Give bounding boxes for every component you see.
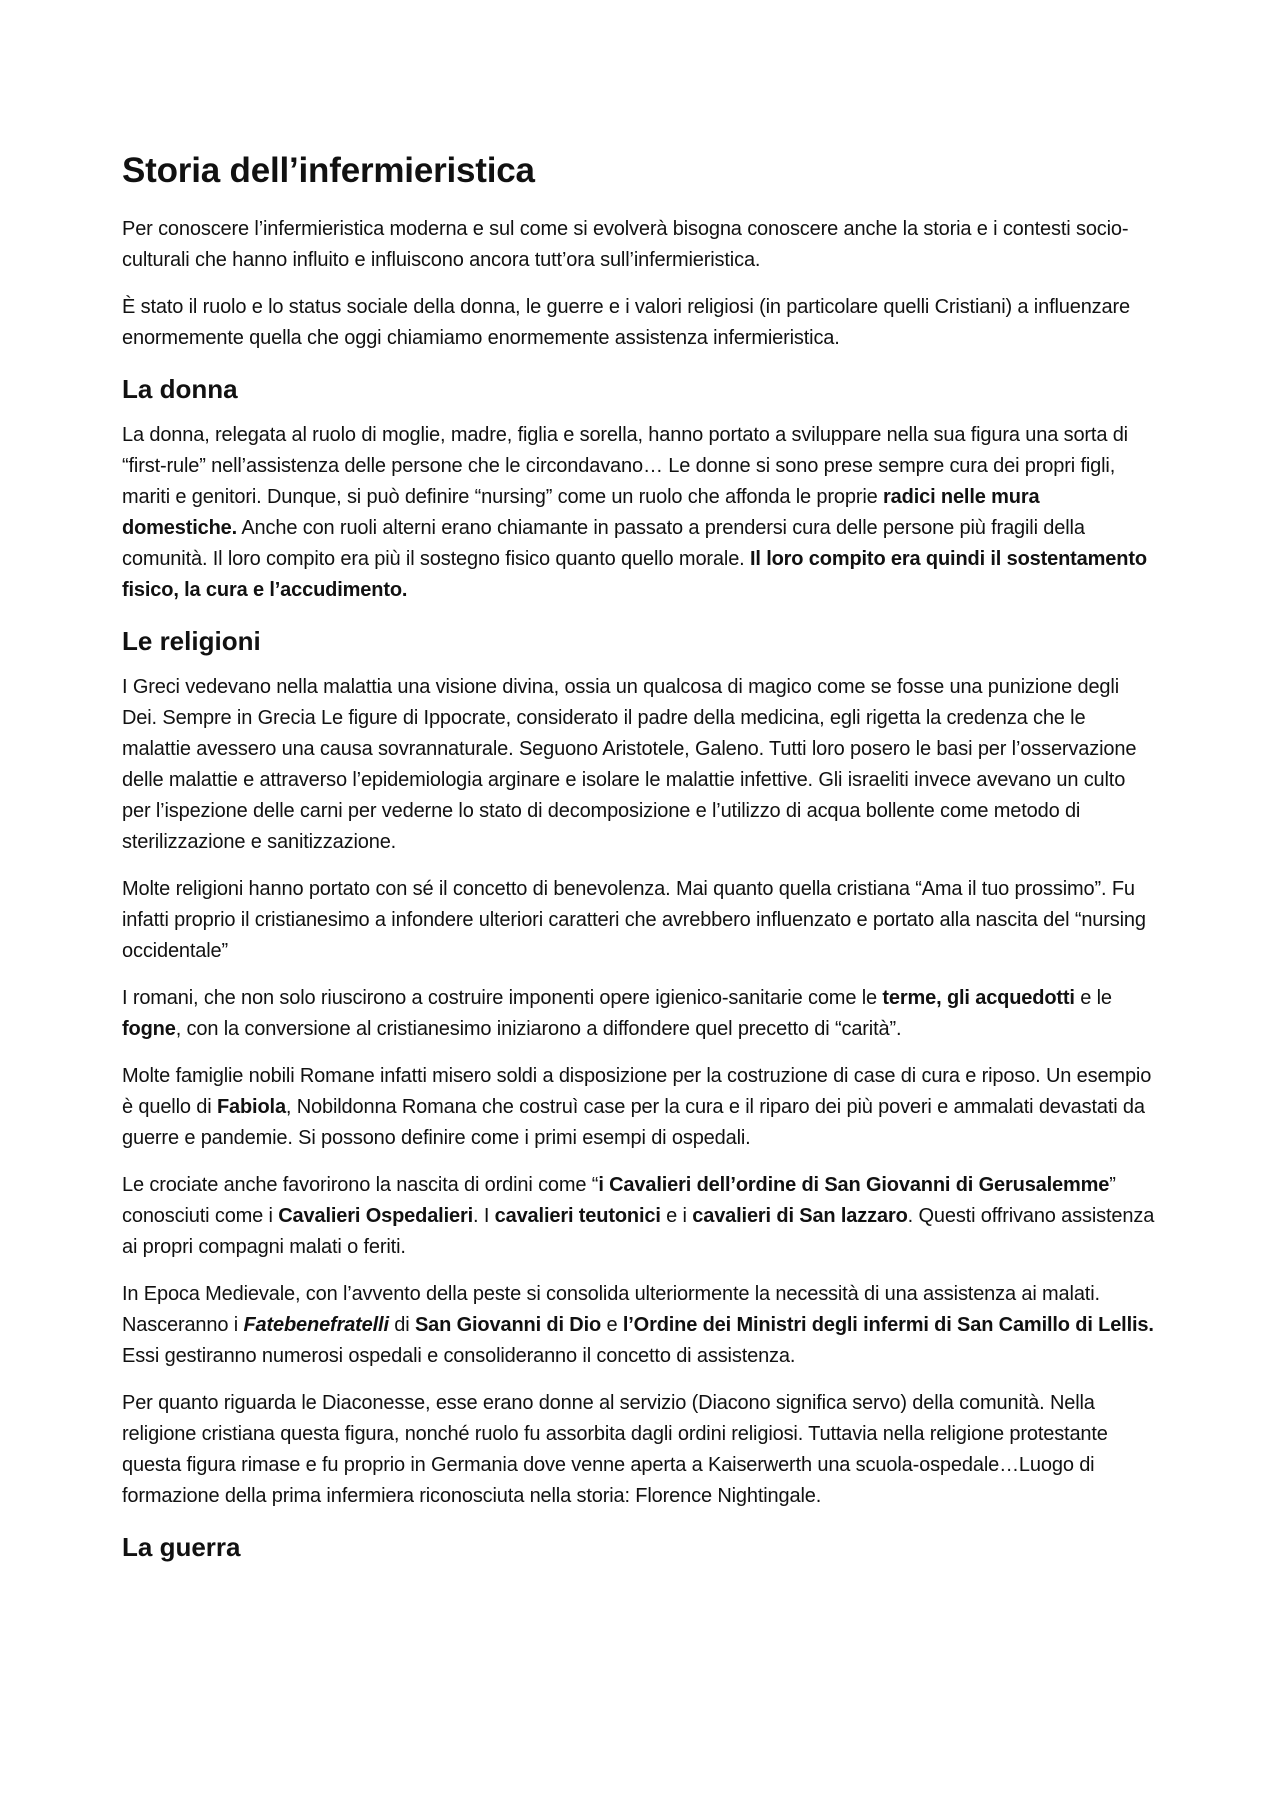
- donna-paragraph: [122, 420, 1158, 606]
- text-run: La donna, relegata al ruolo di moglie, madre, figlia e sorella, hanno portato a sviluppare nella sua figura una sorta di “first-rule” nell’assistenza delle persone che le circondavano… Le donne si sono prese sempre cura dei propri figli, mariti e genitori. Dunque, si può definire “nursing” come un ruolo che affonda le proprie: [122, 424, 1128, 509]
- text-run: Essi gestiranno numerosi ospedali e consolideranno il concetto di assistenza.: [122, 1345, 796, 1368]
- bold-run: i Cavalieri dell’ordine di San Giovanni di Gerusalemme: [598, 1174, 1110, 1197]
- text-run: . I: [473, 1205, 495, 1228]
- text-run: e i: [660, 1205, 693, 1228]
- text-run: . Questi offrivano assistenza ai propri compagni malati o feriti.: [122, 1205, 1155, 1259]
- text-run: In Epoca Medievale, con l’avvento della peste si consolida ulteriormente la necessità di una assistenza ai malati. Nasceranno i: [122, 1283, 1100, 1337]
- bold-run: cavalieri teutonici: [494, 1205, 661, 1228]
- italic-run: Fatebenefratelli: [243, 1314, 389, 1337]
- religioni-paragraph-4: [122, 1061, 1158, 1154]
- page-title: Storia dell’infermieristica: [122, 151, 535, 190]
- text-run: I romani, che non solo riuscirono a costruire imponenti opere igienico-sanitarie come le: [122, 987, 883, 1010]
- section-heading-donna: La donna: [122, 374, 238, 404]
- text-run: ” conosciuti come i: [122, 1174, 1116, 1228]
- religioni-paragraph-7: Per quanto riguarda le Diaconesse, esse erano donne al servizio (Diacono significa servo) della comunità. Nella religione cristiana questa figura, nonché ruolo fu assorbita dagli ordini religiosi. Tuttavia nella religione protestante questa figura rimase e fu proprio in Germania dove venne aperta a Kaiserwerth una scuola-ospedale…Luogo di formazione della prima infermiera riconosciuta nella storia: Florence Nightingale.: [122, 1392, 1108, 1508]
- text-run: Le crociate anche favorirono la nascita di ordini come “: [122, 1174, 599, 1197]
- text-run: , con la conversione al cristianesimo iniziarono a diffondere quel precetto di “carità”.: [175, 1018, 902, 1041]
- religioni-paragraph-2: Molte religioni hanno portato con sé il concetto di benevolenza. Mai quanto quella cristiana “Ama il tuo prossimo”. Fu infatti proprio il cristianesimo a infondere ulteriori caratteri che avrebbero influenzato e portato alla nascita del “nursing occidentale”: [122, 878, 1146, 963]
- bold-run: Il loro compito era quindi il sostentamento fisico, la cura e l’accudimento.: [122, 548, 1147, 602]
- bold-run: San Giovanni di Dio: [414, 1314, 602, 1337]
- section-heading-guerra: La guerra: [122, 1532, 241, 1563]
- section-heading-religioni: Le religioni: [122, 626, 261, 657]
- text-run: Molte famiglie nobili Romane infatti misero soldi a disposizione per la costruzione di case di cura e riposo. Un esempio è quello di: [122, 1065, 1152, 1119]
- religioni-paragraph-6: [122, 1279, 1158, 1372]
- bold-run: l’Ordine dei Ministri degli infermi di San Camillo di Lellis.: [622, 1314, 1154, 1337]
- religioni-paragraph-1: I Greci vedevano nella malattia una visione divina, ossia un qualcosa di magico come se fosse una punizione degli Dei. Sempre in Grecia Le figure di Ippocrate, considerato il padre della medicina, egli rigetta la credenza che le malattie avessero una causa sovrannaturale. Seguono Aristotele, Galeno. Tutti loro posero le basi per l’osservazione delle malattie e attraverso l’epidemiologia arginare e isolare le malattie infettive. Gli israeliti invece avevano un culto per l’ispezione delle carni per vederne lo stato di decomposizione e l’utilizzo di acqua bollente come metodo di sterilizzazione e sanitizzazione.: [122, 676, 1137, 854]
- bold-run: cavalieri di San lazzaro: [692, 1205, 908, 1228]
- bold-run: Fabiola: [216, 1096, 286, 1119]
- bold-run: radici nelle mura domestiche.: [122, 486, 1040, 540]
- religioni-paragraph-3: [122, 983, 1158, 1045]
- bold-italic-run: [243, 1314, 388, 1336]
- bold-run: terme: [882, 987, 937, 1010]
- bold-run: Cavalieri Ospedalieri: [278, 1205, 473, 1228]
- bold-run: fogne: [122, 1018, 176, 1041]
- intro-paragraph-2: È stato il ruolo e lo status sociale della donna, le guerre e i valori religiosi (in particolare quelli Cristiani) a influenzare enormemente quella che oggi chiamiamo enormemente assistenza infermieristica.: [122, 296, 1130, 349]
- text-run: di: [388, 1314, 415, 1337]
- bold-run: gli acquedotti: [946, 987, 1075, 1010]
- text-run: , Nobildonna Romana che costruì case per la cura e il riparo dei più poveri e ammalati devastati da guerre e pandemie. Si possono definire come i primi esempi di ospedali.: [122, 1096, 1145, 1150]
- religioni-paragraph-5: [122, 1170, 1158, 1263]
- text-run: e: [601, 1314, 623, 1337]
- intro-paragraph-1: Per conoscere l’infermieristica moderna e sul come si evolverà bisogna conoscere anche la storia e i contesti socio-culturali che hanno influito e influiscono ancora tutt’ora sull’infermieristica.: [122, 218, 1129, 271]
- bold-run: ,: [936, 987, 947, 1010]
- text-run: Anche con ruoli alterni erano chiamante in passato a prendersi cura delle persone più fragili della comunità. Il loro compito era più il sostegno fisico quanto quello morale.: [122, 517, 1085, 571]
- text-run: e le: [1074, 987, 1112, 1010]
